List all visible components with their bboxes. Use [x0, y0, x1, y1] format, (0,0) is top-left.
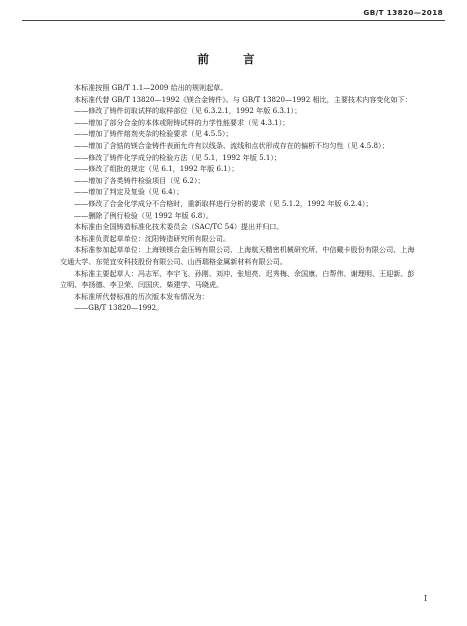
change-item: ——增加了含锆的镁合金铸件表面允许有以线条、流线和点状形成存在的偏析不均匀性（见 4.5.8）； [74, 140, 389, 150]
section-title: 前 言 [197, 52, 270, 66]
header-rule [22, 20, 445, 21]
replacement-paragraph: 本标准代替 GB/T 13820—1992《镁合金铸件》。与 GB/T 13820—1992 相比，主要技术内容变化如下： [74, 94, 412, 104]
change-item: ——修改了合金化学成分不合格时，重新取样进行分析的要求（见 5.1.2，1992 年版 6.2.4）； [74, 198, 373, 208]
change-item: ——删除了例行检验（见 1992 年版 6.8）。 [74, 210, 213, 220]
change-item: ——增加了部分合金的本体或附铸试样的力学性能要求（见 4.3.1）； [74, 117, 290, 127]
changes-list [60, 105, 418, 221]
change-item: ——修改了铸件切取试样的取样部位（见 6.3.2.1，1992 年版 6.3.1）； [74, 106, 302, 116]
page-number: I [424, 594, 428, 603]
change-item: ——修改了铸件化学成分的检验方法（见 5.1，1992 年版 5.1）； [74, 152, 281, 162]
history-item: ——GB/T 13820—1992。 [74, 303, 164, 313]
change-item: ——增加了判定及复验（见 6.4）； [74, 187, 184, 197]
change-item: ——增加了各类铸件检验项目（见 6.2）； [74, 175, 205, 185]
lead-drafter-paragraph: 本标准负责起草单位：沈阳铸造研究所有限公司。 [74, 233, 231, 243]
foreword-body [60, 82, 418, 314]
drafters-paragraph: 本标准主要起草人：冯志军、李宇飞、孙刚、刘冲、张旭亮、迟秀梅、余国康、白帮伟、谢理明、王迎新、彭立明、李扬德、李卫荣、闫国庆、柴建学、马晓虎。 [60, 268, 415, 290]
change-item: ——修改了组批的规定（见 6.1，1992 年版 6.1）； [74, 164, 239, 174]
standard-number: GB/T 13820—2018 [363, 8, 443, 17]
history-paragraph: 本标准所代替标准的历次版本发布情况为： [74, 291, 209, 301]
participating-units-paragraph: 本标准参加起草单位：上海镁镁合金压铸有限公司、上海航天精密机械研究所、中信戴卡股份有限公司、上海交通大学、东莞宜安科技股份有限公司、山西瑞格金属新材料有限公司。 [60, 245, 415, 266]
change-item: ——增加了铸件熔剂夹杂的检验要求（见 4.5.5）； [74, 129, 233, 139]
drafting-rule-paragraph: 本标准按照 GB/T 1.1—2009 给出的规则起草。 [74, 83, 228, 92]
committee-paragraph: 本标准由全国铸造标准化技术委员会（SAC/TC 54）提出并归口。 [74, 222, 284, 232]
